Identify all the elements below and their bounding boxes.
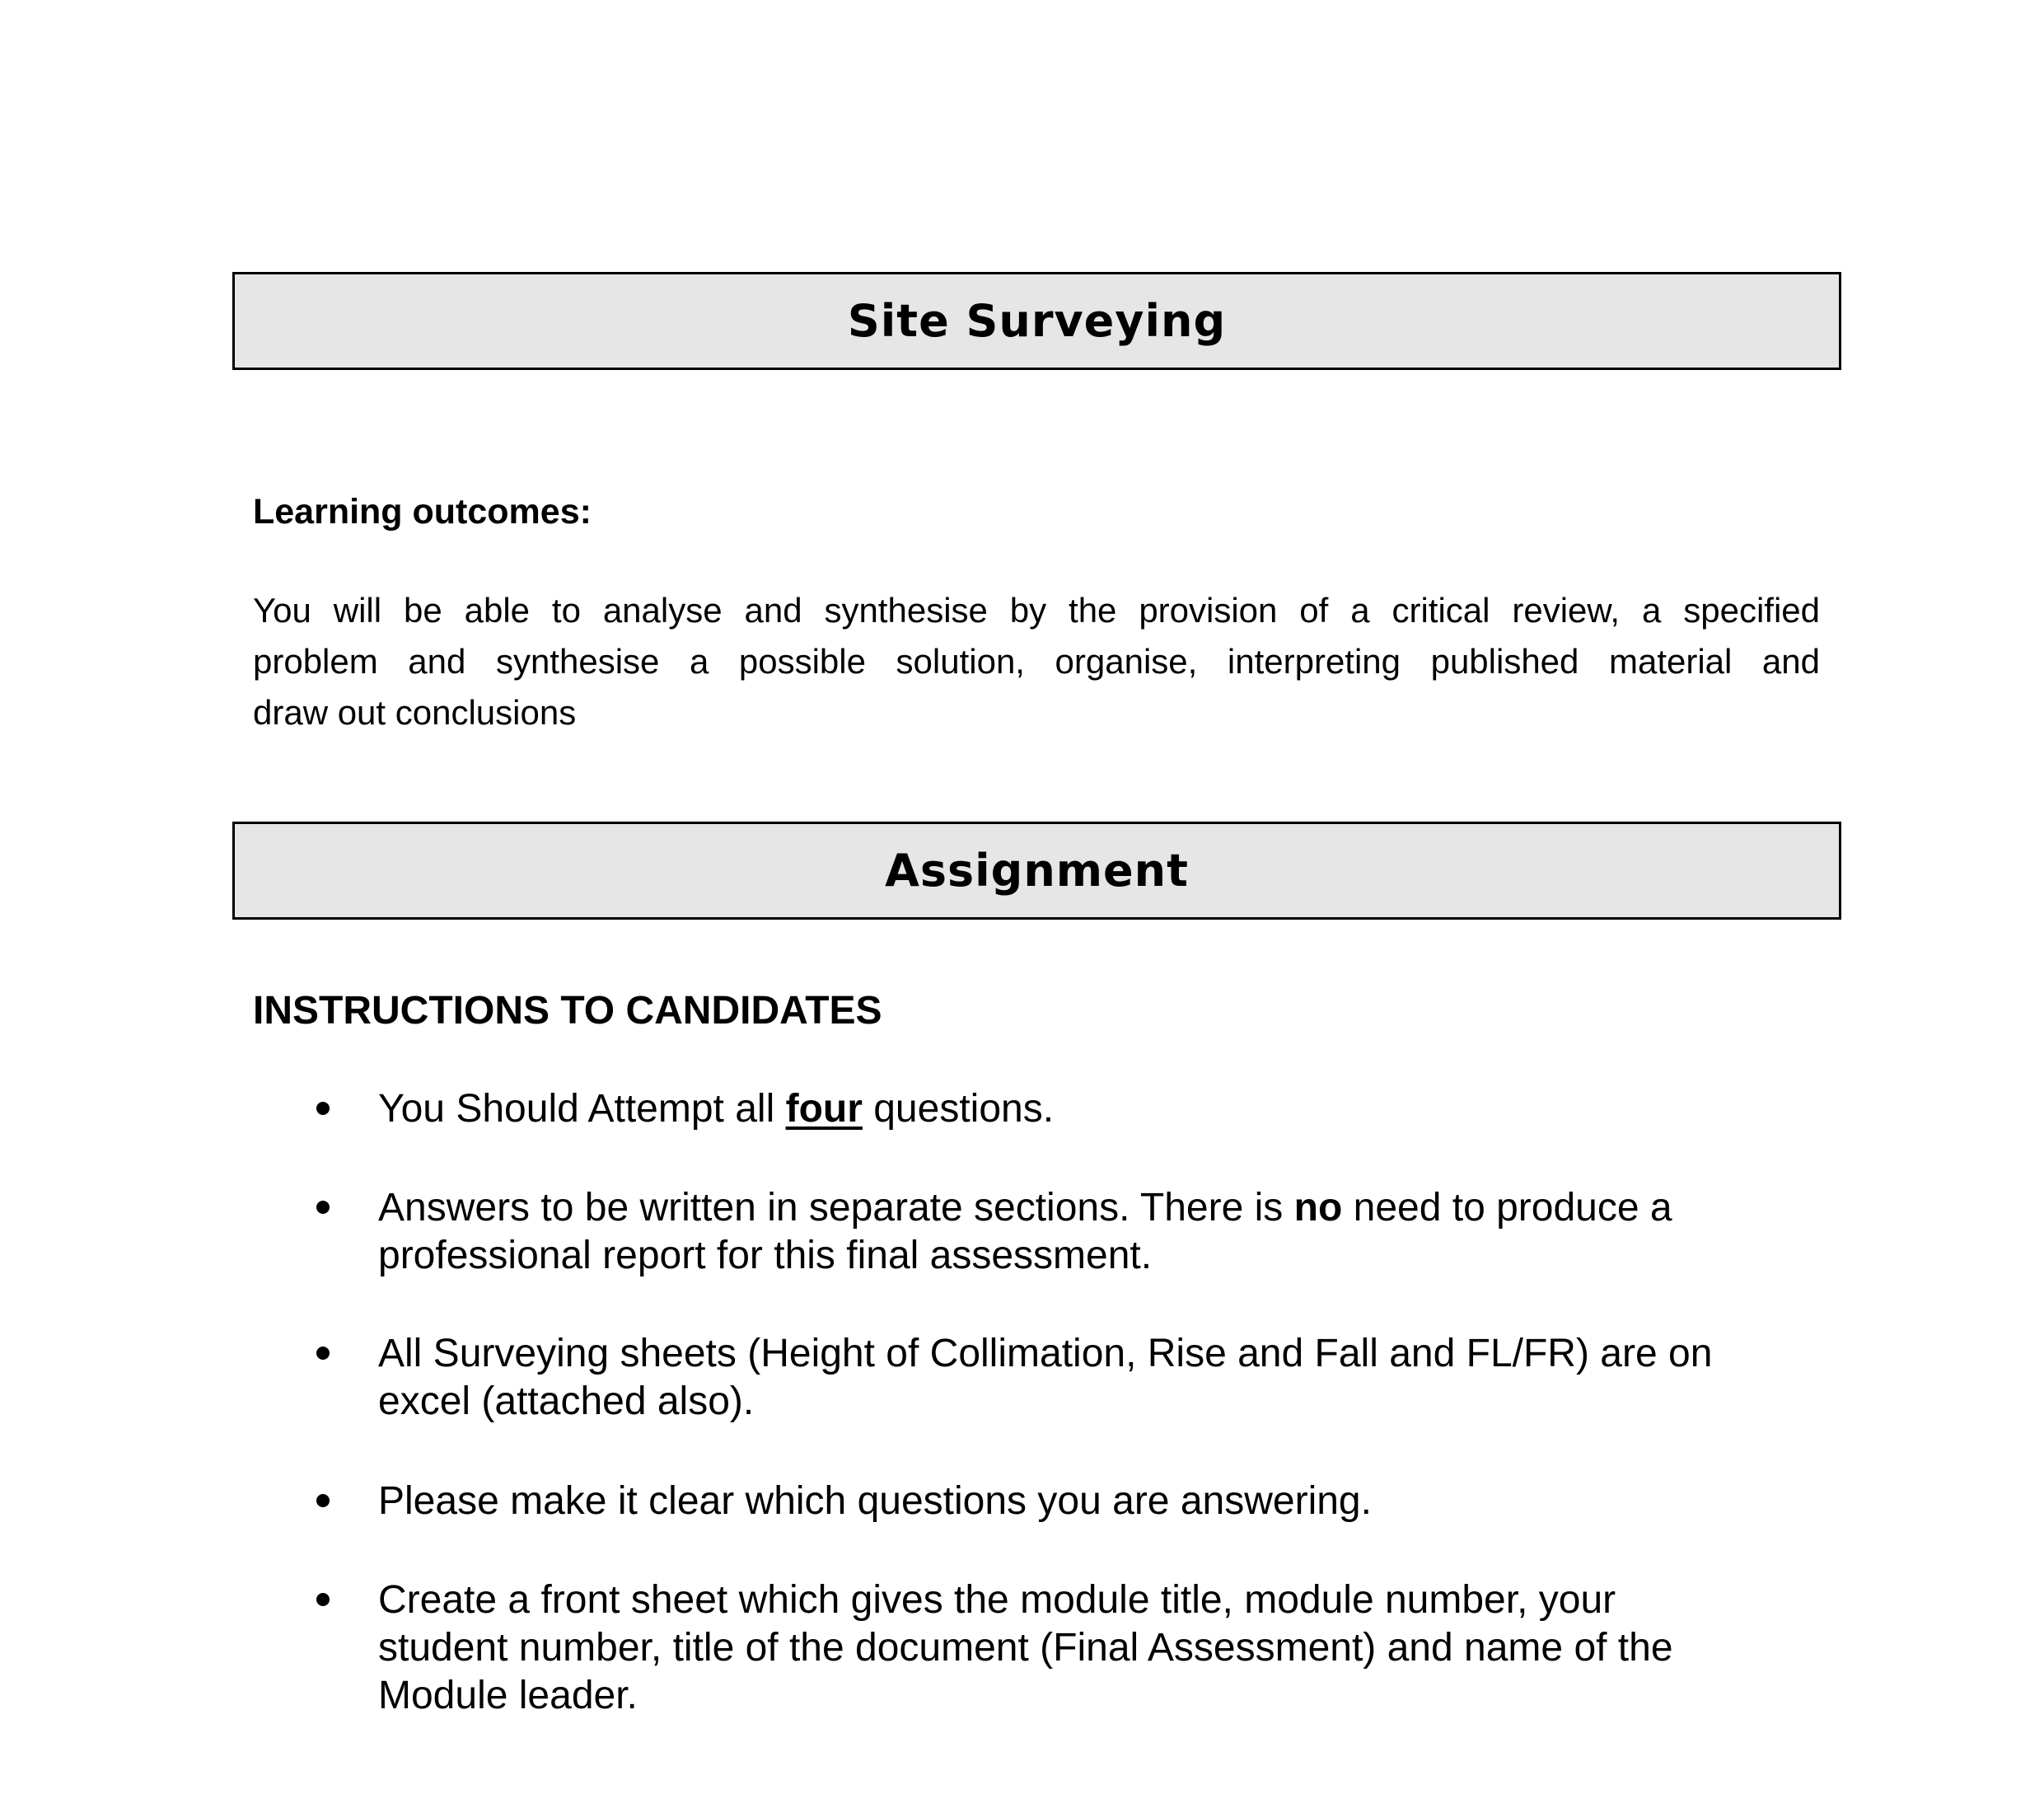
bullet-icon [316,1494,330,1507]
bullet-icon [316,1102,330,1115]
assignment-box [232,822,1841,920]
text: Please make it clear which questions you are answering. [378,1479,1372,1523]
emphasis: no [1293,1186,1343,1230]
text: student number, title of the document (Final Assessment) and name of the [378,1626,1673,1670]
learning-outcomes-heading: Learning outcomes: [253,492,592,532]
assignment-title: Assignment [885,845,1189,897]
bullet-icon [316,1347,330,1360]
text: professional report for this final assessment. [378,1234,1153,1277]
text: All Surveying sheets (Height of Collimation, Rise and Fall and FL/FR) are on [378,1332,1713,1375]
learning-outcomes-text [253,585,1820,738]
text: Module leader. [378,1674,638,1717]
bullet-icon [316,1201,330,1214]
text: Create a front sheet which gives the module title, module number, your [378,1578,1616,1622]
text-line: problem and synthesise a possible solution, organise, interpreting published material and [253,642,1820,681]
bullet-icon [316,1593,330,1606]
instructions-heading: INSTRUCTIONS TO CANDIDATES [253,989,882,1033]
text: You Should Attempt all [378,1087,786,1131]
title-box [232,272,1841,370]
text: questions. [862,1087,1055,1131]
text-line: You will be able to analyse and synthesise by the provision of a critical review, a specified [253,591,1820,630]
text-line: draw out conclusions [253,693,577,732]
document-title: Site Surveying [847,295,1227,347]
text: Answers to be written in separate sections. There is [378,1186,1294,1230]
emphasis: four [785,1087,863,1131]
text: excel (attached also). [378,1379,755,1423]
text: need to produce a [1342,1186,1672,1230]
